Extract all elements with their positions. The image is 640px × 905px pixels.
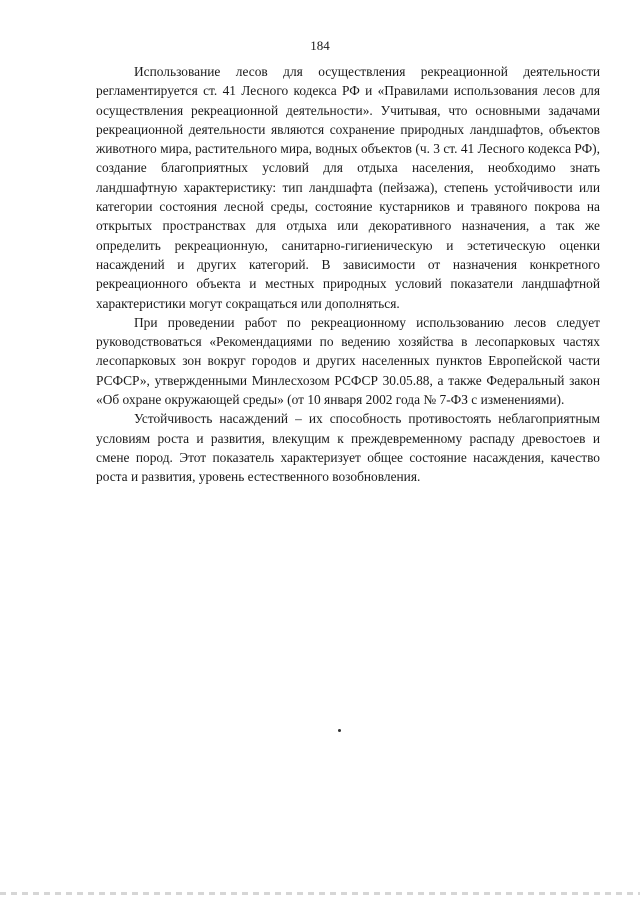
paragraph-recommendations: При проведении работ по рекреационному использованию лесов следует руководствоваться «Рекомендациями по ведению хозяйства в лесопарковых частях лесопарковых зон вокруг городов и других населенных пунктов Европейской части РСФСР», утвержденными Минлесхозом РСФСР 30.05.88, а также Федеральный закон «Об охране окружающей среды» (от 10 января 2002 года № 7-ФЗ с изменениями).: [96, 314, 600, 408]
scan-speck: [338, 729, 341, 732]
body-text: [96, 62, 600, 487]
paragraph-recreational-use: Использование лесов для осуществления рекреационной деятельности регламентируется ст. 41 Лесного кодекса РФ и «Правилами использования лесов для осуществления рекреационной деятельности». Учитывая, что основными задачами рекреационной деятельности являются сохранение природных ландшафтов, объектов животного мира, растительного мира, водных объектов (ч. 3 ст. 41 Лесного кодекса РФ), создание благоприятных условий для отдыха населения, необходимо знать ландшафтную характеристику: тип ландшафта (пейзажа), степень устойчивости или категории состояния лесной среды, состояние кустарников и травяного покрова на открытых пространствах для отдыха или декоративного назначения, а так же определить рекреационную, санитарно-гигиеническую и эстетическую оценки насаждений и других категорий. В зависимости от назначения конкретного рекреационного объекта и местных природных условий показатели ландшафтной характеристики могут сокращаться или дополняться.: [96, 64, 600, 311]
scan-bottom-edge: [0, 892, 640, 895]
page-number: 184: [310, 38, 330, 53]
paragraph-stand-stability: Устойчивость насаждений – их способность противостоять неблагоприятным условиям роста и развития, влекущим к преждевременному распаду древостоев и смене пород. Этот показатель характеризует общее состояние насаждения, качество роста и развития, уровень естественного возобновления.: [96, 411, 600, 485]
